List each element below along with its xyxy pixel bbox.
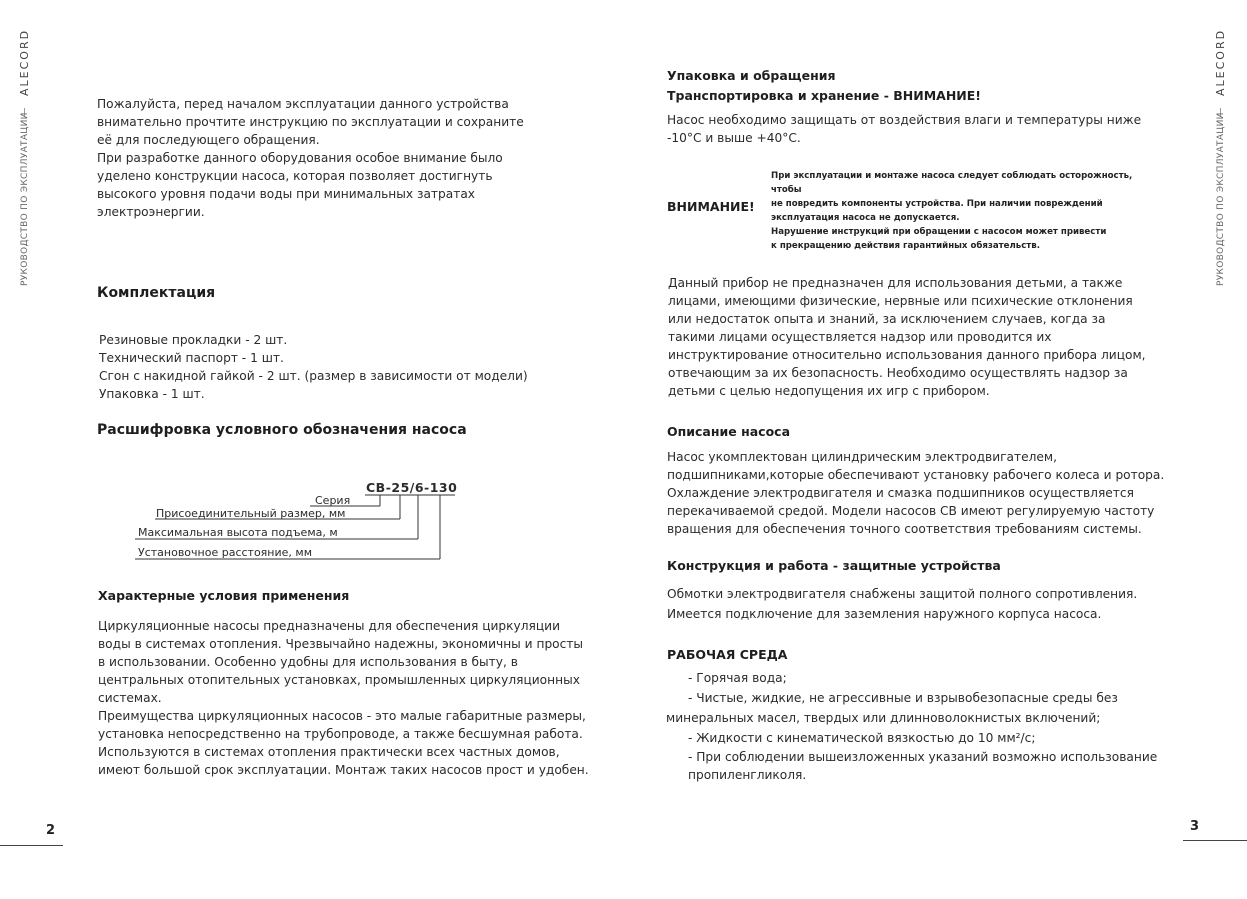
intro-paragraph	[97, 95, 557, 221]
brand-logo-right: ALECORD	[1214, 28, 1227, 96]
page-rule-right	[1183, 840, 1247, 841]
diagram-label-distance: Установочное расстояние, мм	[138, 546, 312, 559]
children-line: или недостаток опыта и знаний, за исключением случаев, когда за	[668, 312, 1106, 326]
packaging-heading: Упаковка и обращения	[667, 68, 836, 83]
kit-item: Технический паспорт - 1 шт.	[99, 351, 284, 365]
intro-line: внимательно прочтите инструкцию по эксплуатации и сохраните	[97, 115, 524, 129]
transport-line: -10°С и выше +40°С.	[667, 131, 801, 145]
transport-paragraph	[667, 111, 1167, 147]
conditions-line: установка непосредственно на трубопроводе, а также бесшумная работа.	[98, 727, 583, 741]
construction-paragraph	[667, 584, 1167, 624]
media-heading: РАБОЧАЯ СРЕДА	[667, 647, 788, 662]
description-heading: Описание насоса	[667, 424, 791, 439]
warning-line: Нарушение инструкций при обращении с насосом может привести	[771, 227, 1107, 237]
diagram-label-connection: Присоединительный размер, мм	[156, 507, 346, 520]
children-line: Данный прибор не предназначен для использования детьми, а также	[668, 276, 1123, 290]
conditions-line: системах.	[98, 691, 162, 705]
description-line: Охлаждение электродвигателя и смазка подшипников осуществляется	[667, 486, 1134, 500]
children-line: такими лицами осуществляется надзор или проводится их	[668, 330, 1052, 344]
construction-heading: Конструкция и работа - защитные устройства	[667, 558, 1001, 573]
kit-item: Упаковка - 1 шт.	[99, 387, 205, 401]
conditions-line: центральных отопительных установках, промышленных циркуляционных	[98, 673, 580, 687]
description-line: перекачиваемой средой. Модели насосов CB имеют регулируемую частоту	[667, 504, 1155, 518]
side-subtitle-left: РУКОВОДСТВО ПО ЭКСПЛУАТАЦИИ	[20, 112, 30, 286]
kit-heading: Комплектация	[97, 285, 216, 301]
children-line: лицами, имеющими физические, нервные или психические отклонения	[668, 294, 1133, 308]
page-rule-left	[0, 845, 63, 846]
children-line: отвечающим за их безопасность. Необходимо осуществлять надзор за	[668, 366, 1128, 380]
warning-box	[771, 169, 1151, 253]
conditions-line: имеют большой срок эксплуатации. Монтаж таких насосов прост и удобен.	[98, 763, 589, 777]
children-paragraph	[668, 274, 1168, 400]
transport-line: Насос необходимо защищать от воздействия влаги и температуры ниже	[667, 113, 1142, 127]
warning-line: к прекращению действия гарантийных обязательств.	[771, 241, 1040, 251]
transport-heading: Транспортировка и хранение - ВНИМАНИЕ!	[667, 88, 982, 103]
conditions-paragraph	[98, 617, 598, 779]
kit-item: Сгон с накидной гайкой - 2 шт. (размер в зависимости от модели)	[99, 369, 528, 383]
warning-line: эксплуатация насоса не допускается.	[771, 213, 960, 223]
description-line: вращения для обеспечения точного соответствия требованиям системы.	[667, 522, 1142, 536]
intro-line: При разработке данного оборудования особое внимание было	[97, 151, 503, 165]
media-item: - Чистые, жидкие, не агрессивные и взрывобезопасные среды без	[688, 691, 1118, 705]
kit-item: Резиновые прокладки - 2 шт.	[99, 333, 288, 347]
side-subtitle-right: РУКОВОДСТВО ПО ЭКСПЛУАТАЦИИ	[1216, 112, 1226, 286]
conditions-line: Используются в системах отопления практически всех частных домов,	[98, 745, 560, 759]
conditions-heading: Характерные условия применения	[98, 588, 350, 603]
description-paragraph	[667, 448, 1187, 538]
intro-line: высокого уровня подачи воды при минимальных затратах	[97, 187, 476, 201]
pump-code: CB-25/6-130	[366, 480, 458, 495]
decode-heading: Расшифровка условного обозначения насоса	[97, 422, 467, 438]
intro-line: электроэнергии.	[97, 205, 205, 219]
brand-logo-left: ALECORD	[18, 28, 31, 96]
kit-list	[99, 331, 559, 403]
children-line: детьми с целью недопущения их игр с прибором.	[668, 384, 990, 398]
media-item: - При соблюдении вышеизложенных указаний возможно использование	[688, 750, 1158, 764]
construction-line: Обмотки электродвигателя снабжены защитой полного сопротивления.	[667, 587, 1138, 601]
warning-label: ВНИМАНИЕ!	[667, 199, 755, 214]
page-number-right: 3	[1190, 819, 1200, 834]
description-line: подшипниками,которые обеспечивают установку рабочего колеса и ротора.	[667, 468, 1165, 482]
warning-line: При эксплуатации и монтаже насоса следует соблюдать осторожность, чтобы	[771, 171, 1133, 195]
media-item: - Горячая вода;	[688, 671, 787, 685]
intro-line: уделено конструкции насоса, которая позволяет достигнуть	[97, 169, 493, 183]
construction-line: Имеется подключение для заземления наружного корпуса насоса.	[667, 607, 1102, 621]
conditions-line: воды в системах отопления. Чрезвычайно надежны, экономичны и просты	[98, 637, 584, 651]
diagram-label-head: Максимальная высота подъема, м	[138, 526, 338, 539]
children-line: инструктирование относительно использования данного прибора лицом,	[668, 348, 1146, 362]
intro-line: Пожалуйста, перед началом эксплуатации данного устройства	[97, 97, 509, 111]
diagram-label-series: Серия	[315, 494, 351, 507]
warning-line: не повредить компоненты устройства. При наличии повреждений	[771, 199, 1103, 209]
media-list	[666, 668, 1186, 784]
media-item: - Жидкости с кинематической вязкостью до 10 мм²/с;	[688, 731, 1036, 745]
media-item: минеральных масел, твердых или длинноволокнистых включений;	[666, 711, 1101, 725]
conditions-line: Преимущества циркуляционных насосов - это малые габаритные размеры,	[98, 709, 586, 723]
designation-diagram	[120, 475, 480, 570]
description-line: Насос укомплектован цилиндрическим электродвигателем,	[667, 450, 1057, 464]
page-number-left: 2	[46, 823, 56, 838]
media-item: пропиленгликоля.	[688, 768, 807, 782]
intro-line: её для последующего обращения.	[97, 133, 320, 147]
conditions-line: Циркуляционные насосы предназначены для обеспечения циркуляции	[98, 619, 560, 633]
conditions-line: в использовании. Особенно удобны для использования в быту, в	[98, 655, 518, 669]
